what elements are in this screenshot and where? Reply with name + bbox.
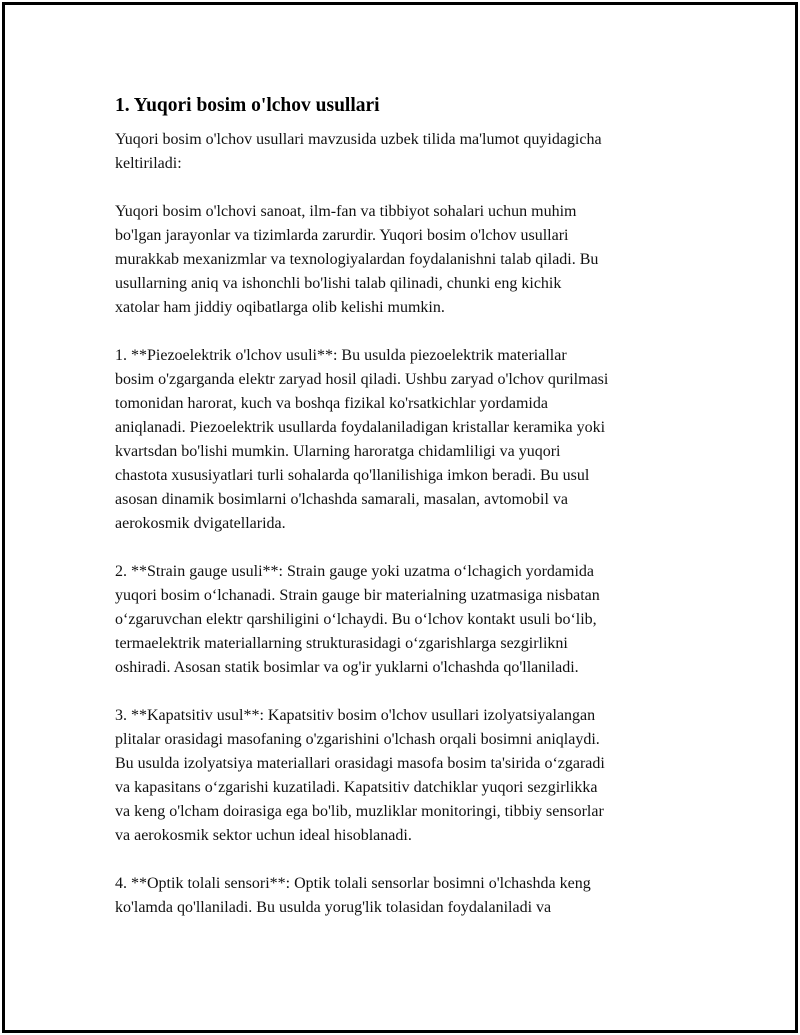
text-line: bosim o'zgarganda elektr zaryad hosil qiladi. Ushbu zaryad o'lchov qurilmasi <box>115 371 609 388</box>
text-line: chastota xususiyatlari turli sohalarda qo'llanilishiga imkon beradi. Bu usul <box>115 467 590 484</box>
text-line: 3. **Kapatsitiv usul**: Kapatsitiv bosim o'lchov usullari izolyatsiyalangan <box>115 707 596 724</box>
text-line: Yuqori bosim o'lchovi sanoat, ilm-fan va tibbiyot sohalari uchun muhim <box>115 203 577 220</box>
text-line: Yuqori bosim o'lchov usullari mavzusida uzbek tilida ma'lumot quyidagicha <box>115 131 602 148</box>
text-line: plitalar orasidagi masofaning o'zgarishini o'lchash orqali bosimni aniqlaydi. <box>115 731 600 748</box>
text-line: 4. **Optik tolali sensori**: Optik tolali sensorlar bosimni o'lchashda keng <box>115 875 591 892</box>
text-line: 2. **Strain gauge usuli**: Strain gauge yoki uzatma o‘lchagich yordamida <box>115 563 594 580</box>
text-line: kvartsdan bo'lishi mumkin. Ularning haroratga chidamliligi va yuqori <box>115 443 561 460</box>
text-line: aniqlanadi. Piezoelektrik usullarda foydalaniladigan kristallar keramika yoki <box>115 419 606 436</box>
intro-paragraph <box>115 128 690 176</box>
text-line: bo'lgan jarayonlar va tizimlarda zarurdir. Yuqori bosim o'lchov usullari <box>115 227 569 244</box>
text-line: keltiriladi: <box>115 155 182 172</box>
document-body <box>115 92 690 944</box>
text-line: 1. **Piezoelektrik o'lchov usuli**: Bu usulda piezoelektrik materiallar <box>115 347 567 364</box>
text-line: ko'lamda qo'llaniladi. Bu usulda yorug'lik tolasidan foydalaniladi va <box>115 899 552 916</box>
text-line: xatolar ham jiddiy oqibatlarga olib kelishi mumkin. <box>115 299 445 316</box>
optical-fiber-method-paragraph <box>115 872 690 920</box>
text-line: va aerokosmik sektor uchun ideal hisoblanadi. <box>115 827 412 844</box>
text-line: murakkab mexanizmlar va texnologiyalardan foydalanishni talab qiladi. Bu <box>115 251 599 268</box>
text-line: tomonidan harorat, kuch va boshqa fizikal ko'rsatkichlar yordamida <box>115 395 548 412</box>
text-line: usullarning aniq va ishonchli bo'lishi talab qilinadi, chunki eng kichik <box>115 275 562 292</box>
strain-gauge-method-paragraph <box>115 560 690 680</box>
text-line: o‘zgaruvchan elektr qarshiligini o‘lchaydi. Bu o‘lchov kontakt usuli bo‘lib, <box>115 611 597 628</box>
text-line: termaelektrik materiallarning strukturasidagi o‘zgarishlarga sezgirlikni <box>115 635 568 652</box>
capacitive-method-paragraph <box>115 704 690 848</box>
document-title: 1. Yuqori bosim o'lchov usullari <box>115 95 380 116</box>
text-line: yuqori bosim o‘lchanadi. Strain gauge bir materialning uzatmasiga nisbatan <box>115 587 600 604</box>
text-line: oshiradi. Asosan statik bosimlar va og'ir yuklarni o'lchashda qo'llaniladi. <box>115 659 579 676</box>
text-line: va kapasitans o‘zgarishi kuzatiladi. Kapatsitiv datchiklar yuqori sezgirlikka <box>115 779 598 796</box>
text-line: Bu usulda izolyatsiya materiallari orasidagi masofa bosim ta'sirida o‘zgaradi <box>115 755 605 772</box>
text-line: aerokosmik dvigatellarida. <box>115 515 286 532</box>
text-line: asosan dinamik bosimlarni o'lchashda samarali, masalan, avtomobil va <box>115 491 568 508</box>
text-line: va keng o'lcham doirasiga ega bo'lib, muzliklar monitoringi, tibbiy sensorlar <box>115 803 604 820</box>
piezoelectric-method-paragraph <box>115 344 690 536</box>
overview-paragraph <box>115 200 690 320</box>
